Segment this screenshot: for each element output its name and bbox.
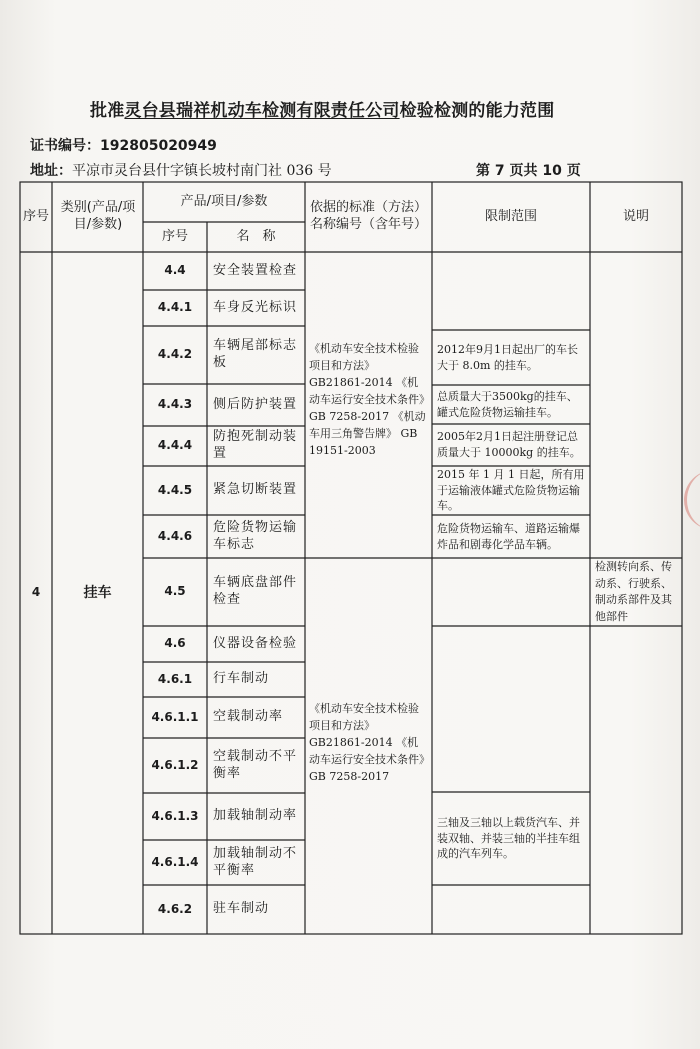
row-no: 4.4 <box>164 263 186 278</box>
row-no: 4.5 <box>164 584 186 599</box>
header-limit: 限制范围 <box>484 208 537 224</box>
cert-label: 证书编号： <box>30 138 100 154</box>
row-name: 行车制动 <box>213 671 270 687</box>
row-no: 4.4.5 <box>157 482 193 497</box>
row-name: 空载制动率 <box>213 709 284 725</box>
row-name: 驻车制动 <box>213 901 270 917</box>
header-note: 说明 <box>622 208 649 224</box>
cert-value: 192805020949 <box>100 138 217 154</box>
row-no: 4.4.6 <box>157 528 193 543</box>
row-no: 4.6.1.1 <box>151 709 199 724</box>
group-category: 挂车 <box>83 584 112 601</box>
limit-text: 危险货物运输车、道路运输爆炸品和剧毒化学品车辆。 <box>437 521 580 551</box>
row-no: 4.4.1 <box>157 300 193 315</box>
row-name: 加载轴制动率 <box>213 808 298 824</box>
addr-value: 平凉市灵台县什字镇长坡村南门社 036 号 <box>72 163 332 179</box>
header-sub-seq: 序号 <box>161 228 188 244</box>
row-no: 4.6.1.2 <box>151 757 199 772</box>
row-no: 4.4.2 <box>157 347 193 362</box>
standard-text: 《机动车安全技术检验项目和方法》GB21861-2014 《机动车运行安全技术条件》GB 7258-2017 <box>309 702 425 784</box>
row-name: 车身反光标识 <box>213 299 298 315</box>
row-no: 4.4.3 <box>157 397 193 412</box>
note-text: 检测转向系、传动系、行驶系、制动系部件及其他部件 <box>595 560 672 623</box>
header-standard: 依据的标准（方法）名称编号（含年号） <box>309 200 427 232</box>
row-name: 防抱死制动装置 <box>213 429 298 461</box>
header-seq: 序号 <box>22 208 49 224</box>
page-title: 批准灵台县瑞祥机动车检测有限责任公司检验检测的能力范围 <box>90 101 555 121</box>
limit-text: 2005年2月1日起注册登记总质量大于 10000kg 的挂车。 <box>437 430 581 459</box>
header-product: 产品/项目/参数 <box>180 193 268 209</box>
row-name: 空载制动不平衡率 <box>213 748 298 781</box>
row-name: 危险货物运输车标志 <box>213 519 298 552</box>
header-category: 类别(产品/项目/参数) <box>60 200 136 232</box>
group-seq: 4 <box>31 585 41 600</box>
row-no: 4.6.1 <box>157 671 193 686</box>
limit-text: 总质量大于3500kg的挂车、罐式危险货物运输挂车。 <box>437 389 578 419</box>
row-no: 4.6 <box>164 636 186 651</box>
row-no: 4.6.2 <box>157 901 193 916</box>
page-indicator: 第 7 页共 10 页 <box>476 163 581 179</box>
row-name: 车辆尾部标志板 <box>213 338 298 370</box>
row-name: 紧急切断装置 <box>213 482 298 498</box>
row-name: 车辆底盘部件检查 <box>213 575 298 607</box>
row-name: 加载轴制动不平衡率 <box>213 845 298 878</box>
header-sub-name: 名 称 <box>236 228 276 244</box>
limit-text: 2012年9月1日起出厂的车长大于 8.0m 的挂车。 <box>437 342 578 372</box>
row-no: 4.4.4 <box>157 438 193 453</box>
row-name: 仪器设备检验 <box>213 635 298 651</box>
limit-text: 2015 年 1 月 1 日起，所有用于运输液体罐式危险货物运输车。 <box>437 467 585 513</box>
row-no: 4.6.1.3 <box>151 808 199 823</box>
row-name: 侧后防护装置 <box>213 396 298 412</box>
row-name: 安全装置检查 <box>213 262 298 278</box>
standard-text: 《机动车安全技术检验项目和方法》GB21861-2014 《机动车运行安全技术条件》GB 7258-2017 《机动车用三角警告牌》 GB 19151-2003 <box>309 342 426 458</box>
limit-text: 三轴及三轴以上载货汽车、并装双轴、并装三轴的半挂车组成的汽车列车。 <box>437 815 580 861</box>
row-no: 4.6.1.4 <box>151 854 199 869</box>
addr-label: 地址： <box>30 163 72 179</box>
